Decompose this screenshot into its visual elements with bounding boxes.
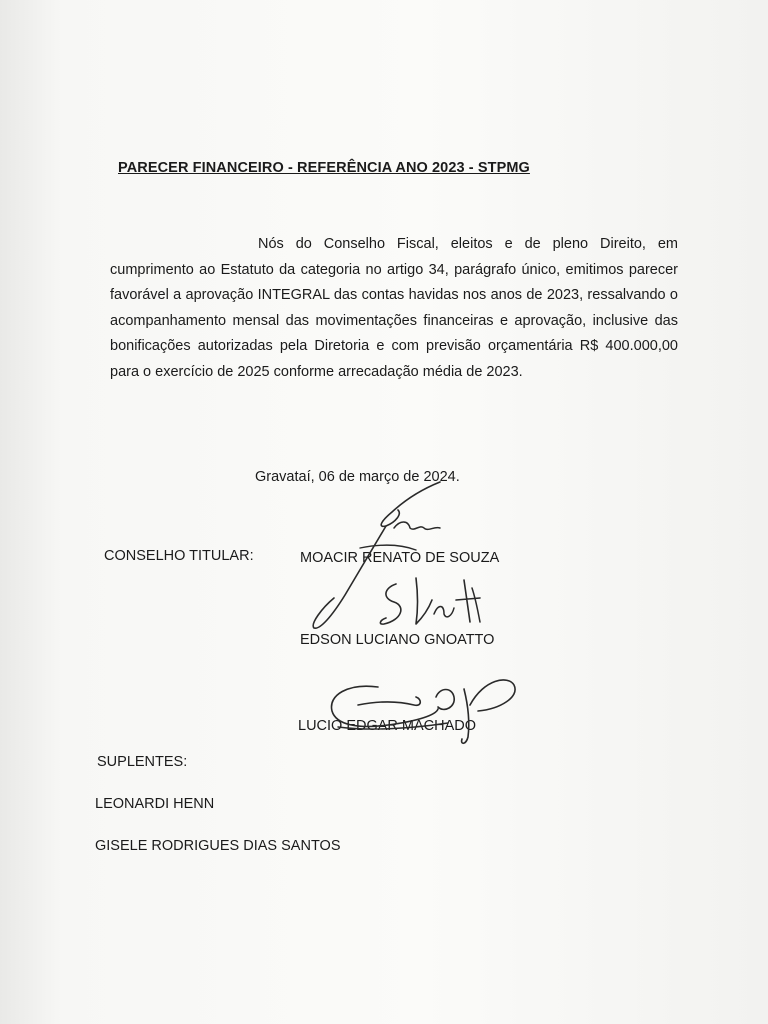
signature-3-icon xyxy=(318,665,528,755)
body-paragraph: Nós do Conselho Fiscal, eleitos e de pleno Direito, em cumprimento ao Estatuto da categoria no artigo 34, parágrafo único, emitimos parecer favorável a aprovação INTEGRAL das contas havidas nos anos de 2023, ressalvando o acompanhamento mensal das movimentações financeiras e aprovação, inclusive das bonificações autorizadas pela Diretoria e com previsão orçamentária R$ 400.000,00 para o exercício de 2025 conforme arrecadação média de 2023. xyxy=(110,236,678,380)
alternate-member-2: GISELE RODRIGUES DIAS SANTOS xyxy=(95,838,341,854)
council-member-1: MOACIR RENATO DE SOUZA xyxy=(300,550,500,566)
alternates-label: SUPLENTES: xyxy=(97,754,188,770)
alternate-member-1: LEONARDI HENN xyxy=(95,796,215,812)
council-member-2: EDSON LUCIANO GNOATTO xyxy=(300,632,495,648)
signature-2-icon xyxy=(372,570,492,640)
date-line: Gravataí, 06 de março de 2024. xyxy=(255,469,460,485)
council-label: CONSELHO TITULAR: xyxy=(104,548,254,564)
document-title: PARECER FINANCEIRO - REFERÊNCIA ANO 2023 - STPMG xyxy=(118,160,530,176)
council-member-3: LUCIO EDGAR MACHADO xyxy=(298,718,477,734)
document-body xyxy=(110,232,678,385)
